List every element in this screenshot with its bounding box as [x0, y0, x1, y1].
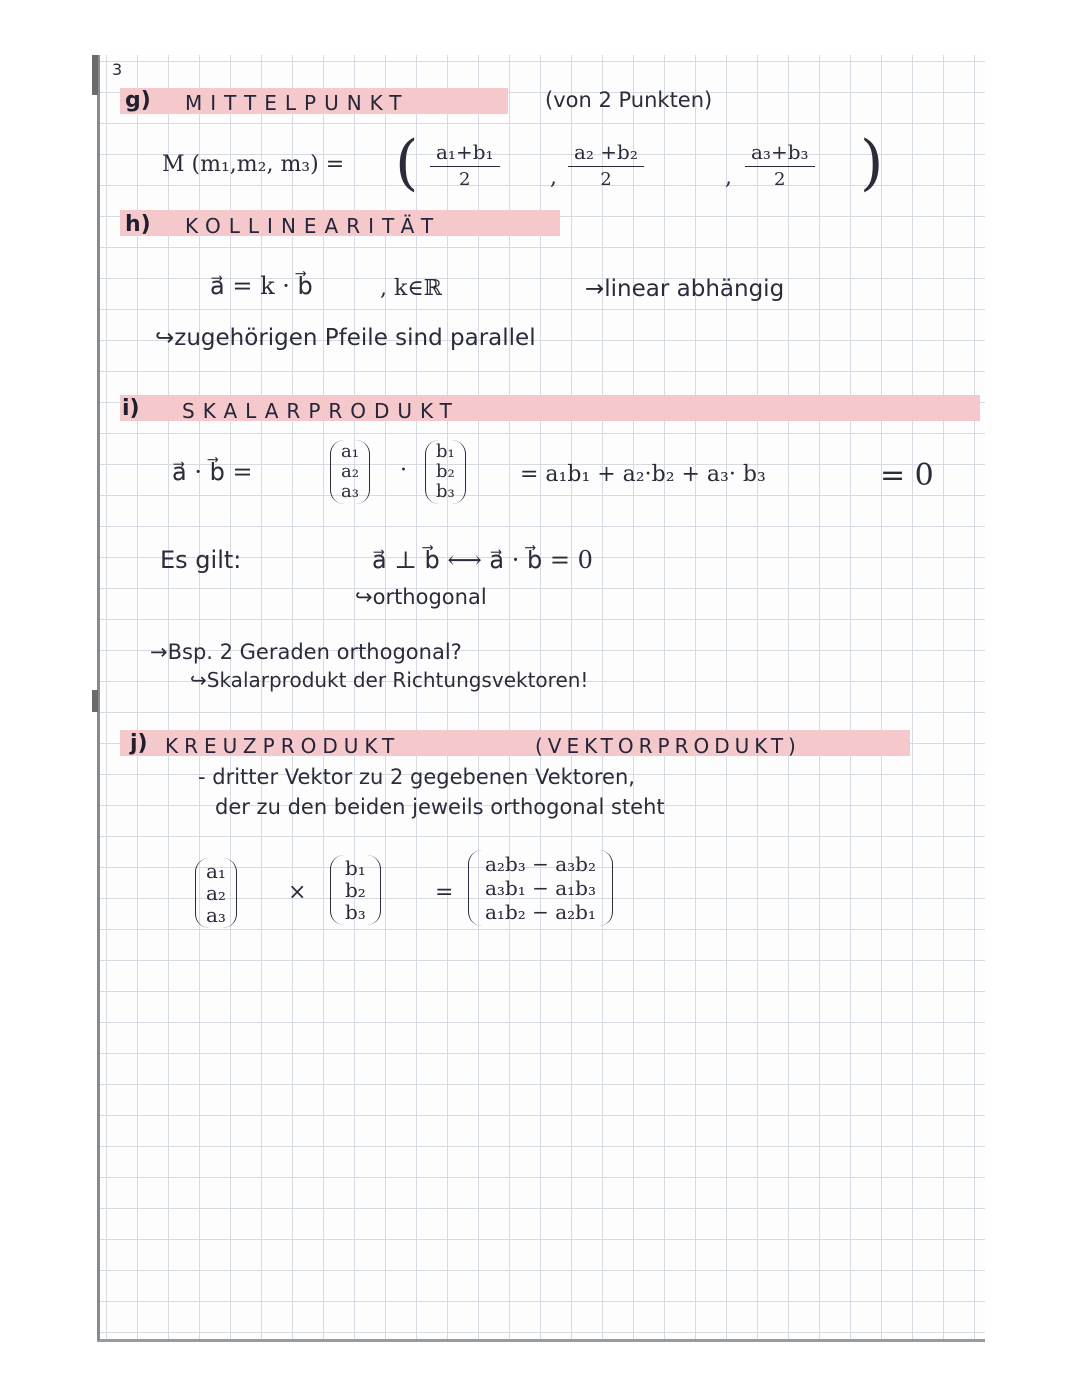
cross-description-2: der zu den beiden jeweils orthogonal steht [215, 795, 665, 819]
cross-b-3: b₃ [345, 900, 366, 924]
section-letter-j: j) [130, 731, 148, 756]
comma-1: , [550, 165, 557, 190]
fraction-2-numerator: a₂ +b₂ [568, 140, 644, 167]
paren-open: ( [395, 128, 419, 198]
section-title-vektorprodukt: (VEKTORPRODUKT) [535, 734, 801, 758]
cross-result-vector [468, 850, 613, 926]
orthogonal-note: ↪orthogonal [355, 585, 487, 609]
section-title-kollinearitaet: KOLLINEARITÄT [185, 214, 442, 238]
cross-result-2: a₃b₁ − a₁b₃ [485, 876, 596, 900]
vector-a-1: a₁ [341, 441, 359, 462]
cross-vector-a [195, 858, 237, 928]
vector-a-3: a₃ [341, 481, 359, 502]
notebook-page [97, 55, 985, 1342]
example-line: →Bsp. 2 Geraden orthogonal? [150, 640, 462, 664]
midpoint-lhs: M (m₁,m₂, m₃) = [162, 152, 345, 177]
fraction-3 [745, 140, 815, 190]
vector-b-1: b₁ [436, 441, 455, 462]
orthogonal-condition: a⃗ ⊥ b⃗ ⟷ a⃗ · b⃗ = 0 [372, 546, 593, 574]
page-edge-mark [92, 690, 98, 712]
cross-description-1: - dritter Vektor zu 2 gegebenen Vektoren, [198, 765, 635, 789]
cross-b-1: b₁ [345, 856, 366, 880]
es-gilt-label: Es gilt: [160, 546, 242, 574]
fraction-1 [430, 140, 500, 190]
fraction-1-numerator: a₁+b₁ [430, 140, 500, 167]
fraction-2 [568, 140, 644, 190]
scalar-dot: · [400, 458, 407, 483]
paren-close: ) [860, 128, 884, 198]
scalar-lhs: a⃗ · b⃗ = [172, 458, 253, 486]
fraction-1-denominator: 2 [459, 169, 471, 190]
collinear-condition: , k∈ℝ [380, 276, 442, 301]
collinear-note: ↪zugehörigen Pfeile sind parallel [155, 325, 536, 351]
cross-vector-b [330, 855, 381, 925]
page-edge-mark [92, 55, 98, 95]
vector-b-2: b₂ [436, 461, 455, 482]
scalar-eq-zero: = 0 [880, 458, 934, 493]
section-note-g: (von 2 Punkten) [545, 88, 713, 112]
scalar-rhs: = a₁b₁ + a₂·b₂ + a₃· b₃ [520, 462, 766, 487]
cross-result-1: a₂b₃ − a₃b₂ [485, 852, 596, 876]
scalar-vector-b [425, 440, 466, 504]
fraction-2-denominator: 2 [600, 169, 612, 190]
cross-result-3: a₁b₂ − a₂b₁ [485, 900, 596, 924]
cross-a-2: a₂ [206, 881, 226, 905]
cross-times: × [288, 880, 307, 905]
collinear-result: →linear abhängig [585, 276, 785, 302]
section-title-mittelpunkt: MITTELPUNKT [185, 91, 410, 115]
fraction-3-numerator: a₃+b₃ [745, 140, 815, 167]
vector-b-3: b₃ [436, 481, 455, 502]
example-note: ↪Skalarprodukt der Richtungsvektoren! [190, 668, 589, 692]
vector-a-2: a₂ [341, 461, 359, 482]
page-number: 3 [112, 60, 123, 79]
fraction-3-denominator: 2 [774, 169, 786, 190]
cross-b-2: b₂ [345, 878, 366, 902]
scalar-vector-a [330, 440, 370, 504]
collinear-formula: a⃗ = k · b⃗ [210, 272, 313, 300]
cross-a-1: a₁ [206, 859, 226, 883]
section-letter-h: h) [125, 212, 151, 237]
section-title-skalarprodukt: SKALARPRODUKT [182, 399, 460, 423]
comma-2: , [725, 165, 732, 190]
cross-equals: = [435, 880, 454, 905]
cross-a-3: a₃ [206, 903, 226, 927]
section-title-kreuzprodukt: KREUZPRODUKT [165, 734, 401, 758]
section-letter-i: i) [122, 396, 140, 421]
section-letter-g: g) [125, 88, 151, 113]
